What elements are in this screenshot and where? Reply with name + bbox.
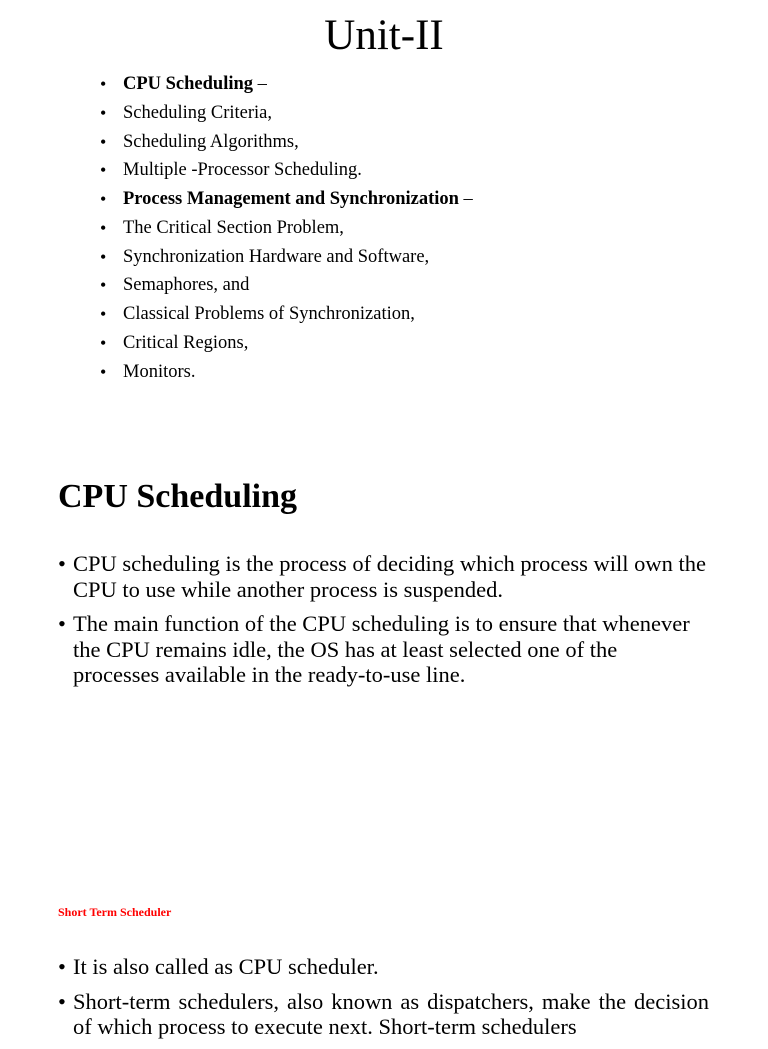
- bullet-icon: •: [100, 74, 107, 94]
- topic-item: [100, 271, 473, 300]
- topic-label: The Critical Section Problem,: [123, 217, 344, 238]
- short-term-scheduler-points: [58, 954, 709, 1049]
- topic-suffix: –: [253, 74, 267, 94]
- bullet-icon: •: [100, 332, 107, 353]
- bullet-icon: •: [100, 102, 107, 123]
- topic-item: [100, 300, 473, 329]
- cpu-scheduling-points: [58, 551, 709, 697]
- topic-item: [100, 329, 473, 358]
- topic-label: Process Management and Synchronization: [123, 189, 459, 209]
- list-item: [58, 611, 709, 688]
- topic-item: [100, 156, 473, 185]
- point-text: Short-term schedulers, also known as dispatchers, make the decision of which process to execute next. Short-term schedulers: [73, 988, 709, 1039]
- list-item: [58, 954, 709, 980]
- topic-label: Synchronization Hardware and Software,: [123, 246, 430, 267]
- topic-label: CPU Scheduling: [123, 74, 254, 94]
- bullet-icon: •: [100, 246, 107, 267]
- topic-item: [100, 214, 473, 243]
- cpu-scheduling-heading: CPU Scheduling: [58, 478, 297, 515]
- topic-suffix: –: [458, 189, 473, 209]
- point-text: It is also called as CPU scheduler.: [73, 954, 379, 979]
- topic-label: Critical Regions,: [123, 332, 249, 353]
- topic-item: [100, 358, 473, 387]
- bullet-icon: •: [100, 160, 107, 181]
- topic-label: Semaphores, and: [123, 275, 250, 296]
- bullet-icon: •: [100, 217, 107, 238]
- point-text: The main function of the CPU scheduling is to ensure that whenever the CPU remains idle, the OS has at least selected one of the processes available in the ready-to-use line.: [73, 611, 690, 687]
- bullet-icon: •: [100, 131, 107, 152]
- short-term-scheduler-heading: Short Term Scheduler: [58, 905, 172, 919]
- bullet-icon: •: [100, 304, 107, 324]
- list-item: [58, 551, 709, 602]
- topic-item: [100, 99, 473, 128]
- bullet-icon: •: [100, 361, 107, 382]
- topic-item: [100, 185, 473, 214]
- topic-label: Monitors.: [123, 361, 196, 382]
- bullet-icon: •: [100, 275, 107, 296]
- bullet-icon: •: [58, 611, 66, 636]
- topic-item: [100, 128, 473, 157]
- topic-list: [100, 70, 473, 386]
- page-title: Unit-II: [324, 12, 444, 59]
- bullet-icon: •: [100, 189, 107, 209]
- topic-label: Multiple -Processor Scheduling.: [123, 160, 362, 181]
- topic-label: Scheduling Algorithms,: [123, 131, 299, 152]
- bullet-icon: •: [58, 988, 66, 1014]
- bullet-icon: •: [58, 551, 66, 576]
- topic-item: [100, 70, 473, 99]
- point-text: CPU scheduling is the process of deciding which process will own the CPU to use while another process is suspended.: [73, 551, 707, 602]
- topic-label: Classical Problems of Synchronization,: [123, 304, 415, 324]
- topic-item: [100, 243, 473, 272]
- bullet-icon: •: [58, 954, 66, 979]
- list-item: [58, 989, 709, 1040]
- topic-label: Scheduling Criteria,: [123, 102, 272, 123]
